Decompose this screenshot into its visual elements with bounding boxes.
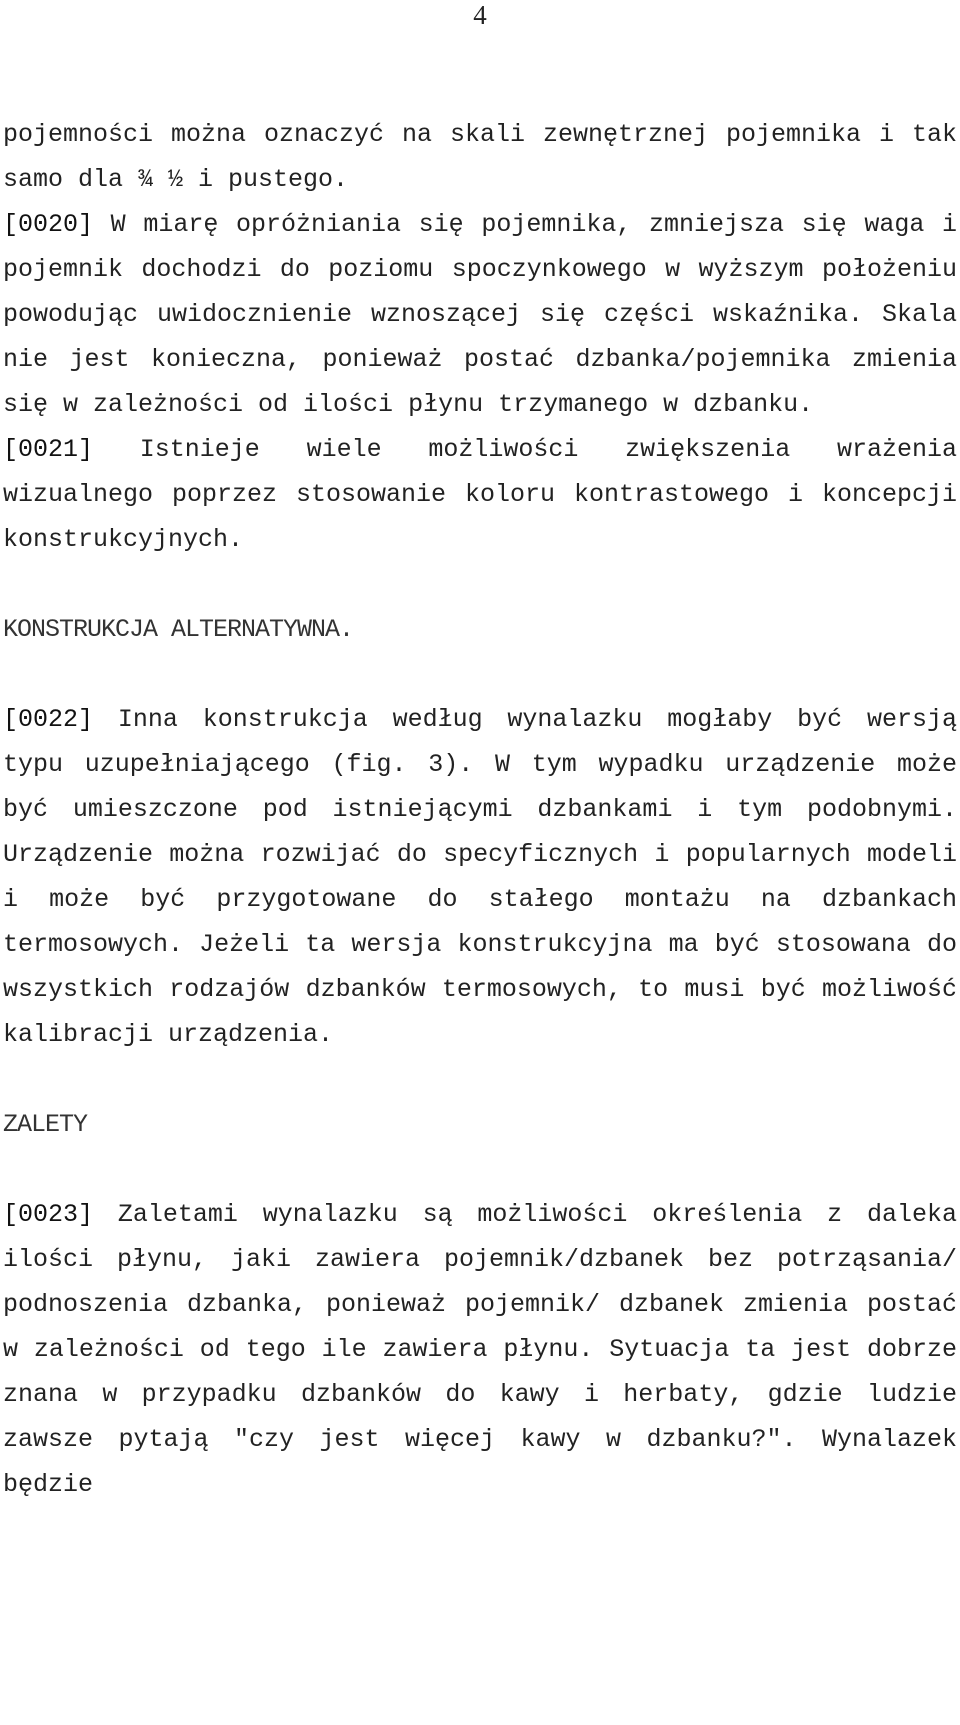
paragraph-text: pojemności można oznaczyć na skali zewnętrznej pojemnika i tak samo dla ¾ ½ i pustego. xyxy=(3,120,957,194)
paragraph-text: Istnieje wiele możliwości zwiększenia wrażenia wizualnego poprzez stosowanie koloru kontrastowego i koncepcji konstrukcyjnych. xyxy=(3,435,957,554)
spacer xyxy=(3,1057,957,1102)
paragraph-continued xyxy=(3,112,957,202)
page-number: 4 xyxy=(473,0,487,30)
paragraph-0020 xyxy=(3,202,957,427)
paragraph-tag: [0023] xyxy=(3,1200,94,1229)
section-heading-alternative: KONSTRUKCJA ALTERNATYWNA. xyxy=(3,615,354,644)
paragraph-tag: [0020] xyxy=(3,210,94,239)
section-heading-advantages: ZALETY xyxy=(3,1110,88,1139)
paragraph-text: Zaletami wynalazku są możliwości określenia z daleka ilości płynu, jaki zawiera pojemnik/dzbanek bez potrząsania/ podnoszenia dzbanka, ponieważ pojemnik/ dzbanek zmienia postać w zależności od tego ile zawiera płynu. Sytuacja ta jest dobrze znana w przypadku dzbanków do kawy i herbaty, gdzie ludzie zawsze pytają "czy jest więcej kawy w dzbanku?". Wynalazek będzie xyxy=(3,1200,957,1499)
paragraph-text: Inna konstrukcja według wynalazku mogłaby być wersją typu uzupełniającego (fig. 3). W tym wypadku urządzenie może być umieszczone pod istniejącymi dzbankami i tym podobnymi. Urządzenie można rozwijać do specyficznych i popularnych modeli i może być przygotowane do stałego montażu na dzbankach termosowych. Jeżeli ta wersja konstrukcyjna ma być stosowana do wszystkich rodzajów dzbanków termosowych, to musi być możliwość kalibracji urządzenia. xyxy=(3,705,957,1049)
spacer xyxy=(3,1147,957,1192)
paragraph-tag: [0022] xyxy=(3,705,94,734)
paragraph-0023 xyxy=(3,1192,957,1507)
paragraph-0022 xyxy=(3,697,957,1057)
spacer xyxy=(3,562,957,607)
document-body xyxy=(3,112,957,1507)
spacer xyxy=(3,652,957,697)
paragraph-text: W miarę opróżniania się pojemnika, zmniejsza się waga i pojemnik dochodzi do poziomu spoczynkowego w wyższym położeniu powodując uwidocznienie wznoszącej się części wskaźnika. Skala nie jest konieczna, ponieważ postać dzbanka/pojemnika zmienia się w zależności od ilości płynu trzymanego w dzbanku. xyxy=(3,210,957,419)
paragraph-0021 xyxy=(3,427,957,562)
paragraph-tag: [0021] xyxy=(3,435,94,464)
